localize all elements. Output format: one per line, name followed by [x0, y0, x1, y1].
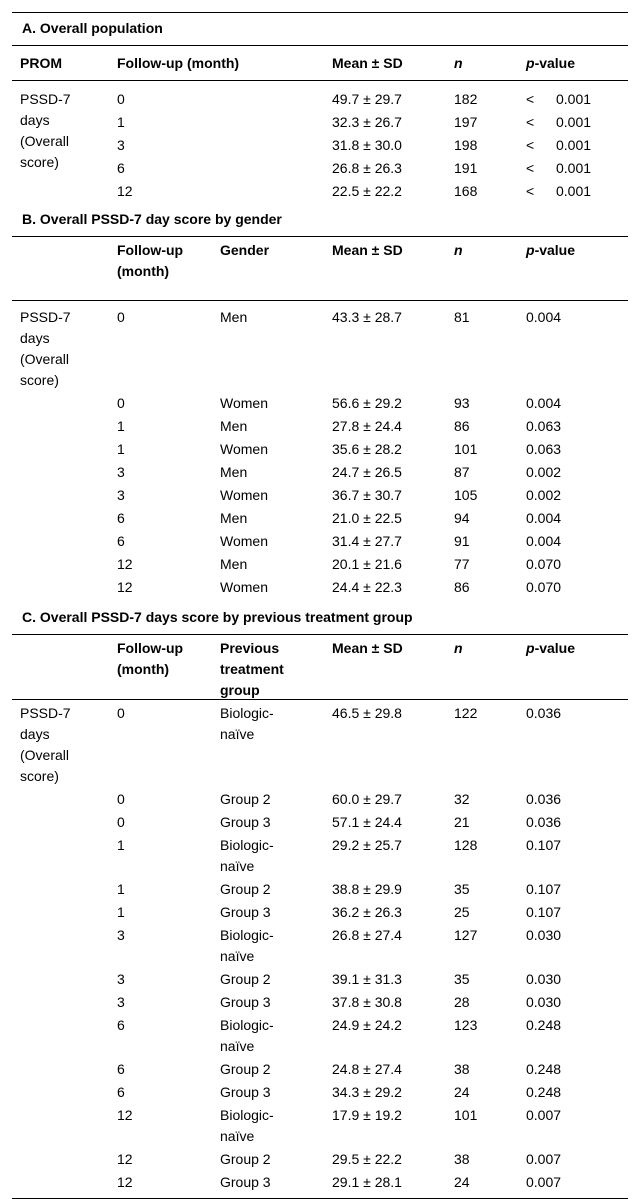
pvalue-cell: 0.002 [526, 487, 562, 503]
n-cell: 197 [454, 114, 478, 130]
treatment-group-cell: Group 3 [220, 1174, 271, 1190]
followup-cell: 0 [117, 814, 125, 830]
table-row [12, 1059, 628, 1082]
pvalue-cell [526, 112, 616, 133]
table-row [12, 992, 628, 1015]
pvalue-cell: 0.004 [526, 395, 562, 411]
header-mean: Mean ± SD [332, 242, 403, 258]
followup-cell: 3 [117, 994, 125, 1010]
mean-sd-cell: 31.8 ± 30.0 [332, 137, 402, 153]
table-row [12, 835, 628, 879]
n-cell: 35 [454, 971, 470, 987]
followup-cell: 0 [117, 705, 125, 721]
table-row [12, 439, 628, 462]
header-followup: Follow-up (month) [117, 242, 184, 279]
header-n: n [454, 242, 463, 258]
header-gender: Gender [220, 242, 270, 258]
mean-sd-cell: 17.9 ± 19.2 [332, 1107, 402, 1123]
mean-sd-cell: 29.2 ± 25.7 [332, 837, 402, 853]
n-cell: 93 [454, 395, 470, 411]
followup-cell: 3 [117, 137, 125, 153]
table-row [12, 393, 628, 416]
section-b-title: B. Overall PSSD-7 day score by gender [22, 211, 282, 227]
followup-cell: 3 [117, 487, 125, 503]
section-b-body [12, 301, 628, 602]
pvalue-cell: 0.107 [526, 837, 562, 853]
pvalue-cell: 0.063 [526, 441, 562, 457]
mean-sd-cell: 24.8 ± 27.4 [332, 1061, 402, 1077]
table-row [12, 307, 628, 393]
followup-cell: 3 [117, 464, 125, 480]
pvalue-cell: 0.030 [526, 927, 562, 943]
pvalue-cell: 0.007 [526, 1151, 562, 1167]
header-pvalue: p-value [526, 242, 576, 258]
n-cell: 24 [454, 1174, 470, 1190]
section-c-header [12, 634, 628, 700]
n-cell: 77 [454, 556, 470, 572]
table-row [12, 89, 628, 112]
followup-cell: 6 [117, 160, 125, 176]
followup-cell: 6 [117, 1017, 125, 1033]
pvalue-cell: 0.036 [526, 791, 562, 807]
section-c-body [12, 700, 628, 1198]
mean-sd-cell: 24.9 ± 24.2 [332, 1017, 402, 1033]
pvalue-cell: 0.248 [526, 1084, 562, 1100]
pvalue-number: 0.001 [556, 183, 592, 199]
followup-cell: 0 [117, 395, 125, 411]
n-cell: 38 [454, 1151, 470, 1167]
mean-sd-cell: 39.1 ± 31.3 [332, 971, 402, 987]
mean-sd-cell: 43.3 ± 28.7 [332, 309, 402, 325]
pvalue-cell [526, 89, 616, 110]
mean-sd-cell: 38.8 ± 29.9 [332, 881, 402, 897]
treatment-group-cell: Group 3 [220, 814, 271, 830]
n-cell: 127 [454, 927, 478, 943]
mean-sd-cell: 20.1 ± 21.6 [332, 556, 402, 572]
pvalue-cell: 0.248 [526, 1061, 562, 1077]
followup-cell: 12 [117, 1107, 133, 1123]
section-a-header [12, 45, 628, 81]
pvalue-cell: 0.107 [526, 881, 562, 897]
followup-cell: 0 [117, 309, 125, 325]
header-pvalue: p-value [526, 640, 576, 656]
mean-sd-cell: 26.8 ± 27.4 [332, 927, 402, 943]
treatment-group-cell: Biologic-naïve [220, 1107, 274, 1144]
pvalue-cell: 0.063 [526, 418, 562, 434]
followup-cell: 3 [117, 971, 125, 987]
gender-cell: Men [220, 418, 248, 434]
followup-cell: 1 [117, 114, 125, 130]
header-pvalue: p-value [526, 55, 576, 71]
followup-cell: 12 [117, 1151, 133, 1167]
treatment-group-cell: Group 2 [220, 1061, 271, 1077]
mean-sd-cell: 36.7 ± 30.7 [332, 487, 402, 503]
mean-sd-cell: 35.6 ± 28.2 [332, 441, 402, 457]
n-cell: 86 [454, 579, 470, 595]
mean-sd-cell: 37.8 ± 30.8 [332, 994, 402, 1010]
header-n: n [454, 640, 463, 656]
treatment-group-cell: Group 3 [220, 994, 271, 1010]
table-row [12, 554, 628, 577]
table-row [12, 462, 628, 485]
table-row [12, 879, 628, 902]
section-b-header [12, 236, 628, 301]
prom-label: PSSD-7 days (Overall score) [20, 309, 71, 388]
treatment-group-cell: Group 2 [220, 971, 271, 987]
table-row [12, 812, 628, 835]
gender-cell: Men [220, 510, 248, 526]
section-c-title: C. Overall PSSD-7 days score by previous treatment group [22, 609, 413, 625]
gender-cell: Women [220, 487, 268, 503]
mean-sd-cell: 26.8 ± 26.3 [332, 160, 402, 176]
n-cell: 35 [454, 881, 470, 897]
table-row [12, 902, 628, 925]
n-cell: 94 [454, 510, 470, 526]
header-n: n [454, 55, 463, 71]
followup-cell: 3 [117, 927, 125, 943]
pvalue-cell: 0.070 [526, 579, 562, 595]
n-cell: 21 [454, 814, 470, 830]
table-row [12, 1149, 628, 1172]
header-prom: PROM [20, 55, 62, 71]
pvalue-cell: 0.070 [526, 556, 562, 572]
n-cell: 25 [454, 904, 470, 920]
mean-sd-cell: 29.1 ± 28.1 [332, 1174, 402, 1190]
mean-sd-cell: 60.0 ± 29.7 [332, 791, 402, 807]
mean-sd-cell: 56.6 ± 29.2 [332, 395, 402, 411]
mean-sd-cell: 29.5 ± 22.2 [332, 1151, 402, 1167]
pvalue-cell: 0.007 [526, 1174, 562, 1190]
n-cell: 81 [454, 309, 470, 325]
mean-sd-cell: 21.0 ± 22.5 [332, 510, 402, 526]
table-row [12, 703, 628, 789]
pvalue-cell: 0.030 [526, 971, 562, 987]
table-row [12, 1172, 628, 1195]
pvalue-cell [526, 181, 616, 202]
table-row [12, 416, 628, 439]
treatment-group-cell: Biologic-naïve [220, 1017, 274, 1054]
n-cell: 87 [454, 464, 470, 480]
gender-cell: Women [220, 395, 268, 411]
pvalue-cell: 0.004 [526, 533, 562, 549]
pvalue-number: 0.001 [556, 160, 592, 176]
table-row [12, 1105, 628, 1149]
table-row [12, 1015, 628, 1059]
followup-cell: 1 [117, 881, 125, 897]
followup-cell: 6 [117, 510, 125, 526]
n-cell: 198 [454, 137, 478, 153]
table-row [12, 577, 628, 600]
mean-sd-cell: 31.4 ± 27.7 [332, 533, 402, 549]
table-row [12, 508, 628, 531]
table-row [12, 485, 628, 508]
mean-sd-cell: 49.7 ± 29.7 [332, 91, 402, 107]
gender-cell: Women [220, 579, 268, 595]
mean-sd-cell: 27.8 ± 24.4 [332, 418, 402, 434]
gender-cell: Men [220, 309, 248, 325]
gender-cell: Men [220, 464, 248, 480]
pvalue-cell: 0.107 [526, 904, 562, 920]
less-than-sign: < [526, 114, 535, 130]
n-cell: 32 [454, 791, 470, 807]
mean-sd-cell: 46.5 ± 29.8 [332, 705, 402, 721]
n-cell: 182 [454, 91, 478, 107]
followup-cell: 1 [117, 837, 125, 853]
section-a-body [12, 81, 628, 204]
table-row [12, 1082, 628, 1105]
prom-label: PSSD-7 days (Overall score) [20, 91, 71, 170]
header-mean: Mean ± SD [332, 55, 403, 71]
pvalue-number: 0.001 [556, 137, 592, 153]
n-cell: 24 [454, 1084, 470, 1100]
treatment-group-cell: Group 2 [220, 791, 271, 807]
n-cell: 38 [454, 1061, 470, 1077]
table-row [12, 181, 628, 204]
followup-cell: 12 [117, 579, 133, 595]
pvalue-cell: 0.004 [526, 510, 562, 526]
pvalue-cell: 0.007 [526, 1107, 562, 1123]
followup-cell: 6 [117, 1061, 125, 1077]
less-than-sign: < [526, 91, 535, 107]
mean-sd-cell: 57.1 ± 24.4 [332, 814, 402, 830]
mean-sd-cell: 36.2 ± 26.3 [332, 904, 402, 920]
treatment-group-cell: Group 2 [220, 1151, 271, 1167]
n-cell: 101 [454, 1107, 478, 1123]
treatment-group-cell: Biologic-naïve [220, 705, 274, 742]
followup-cell: 0 [117, 91, 125, 107]
n-cell: 168 [454, 183, 478, 199]
treatment-group-cell: Group 2 [220, 881, 271, 897]
n-cell: 123 [454, 1017, 478, 1033]
pvalue-cell: 0.030 [526, 994, 562, 1010]
table-row [12, 925, 628, 969]
pvalue-cell [526, 158, 616, 179]
followup-cell: 12 [117, 183, 133, 199]
less-than-sign: < [526, 160, 535, 176]
mean-sd-cell: 24.4 ± 22.3 [332, 579, 402, 595]
mean-sd-cell: 24.7 ± 26.5 [332, 464, 402, 480]
header-previous-treatment-group: Previous treatment group [220, 640, 284, 698]
pvalue-cell [526, 135, 616, 156]
results-table [12, 12, 628, 1199]
n-cell: 91 [454, 533, 470, 549]
table-row [12, 158, 628, 181]
pvalue-number: 0.001 [556, 91, 592, 107]
followup-cell: 12 [117, 556, 133, 572]
followup-cell: 6 [117, 1084, 125, 1100]
less-than-sign: < [526, 183, 535, 199]
mean-sd-cell: 34.3 ± 29.2 [332, 1084, 402, 1100]
gender-cell: Women [220, 533, 268, 549]
n-cell: 128 [454, 837, 478, 853]
followup-cell: 12 [117, 1174, 133, 1190]
mean-sd-cell: 32.3 ± 26.7 [332, 114, 402, 130]
table-row [12, 135, 628, 158]
gender-cell: Women [220, 441, 268, 457]
table-row [12, 112, 628, 135]
n-cell: 105 [454, 487, 478, 503]
treatment-group-cell: Biologic-naïve [220, 927, 274, 964]
table-row [12, 531, 628, 554]
pvalue-cell: 0.036 [526, 705, 562, 721]
pvalue-cell: 0.036 [526, 814, 562, 830]
n-cell: 122 [454, 705, 478, 721]
followup-cell: 1 [117, 441, 125, 457]
prom-label: PSSD-7 days (Overall score) [20, 705, 71, 784]
header-mean: Mean ± SD [332, 640, 403, 656]
less-than-sign: < [526, 137, 535, 153]
followup-cell: 0 [117, 791, 125, 807]
mean-sd-cell: 22.5 ± 22.2 [332, 183, 402, 199]
treatment-group-cell: Group 3 [220, 1084, 271, 1100]
header-followup: Follow-up (month) [117, 55, 240, 71]
followup-cell: 6 [117, 533, 125, 549]
pvalue-cell: 0.002 [526, 464, 562, 480]
pvalue-cell: 0.004 [526, 309, 562, 325]
section-a-title: A. Overall population [22, 20, 163, 36]
n-cell: 28 [454, 994, 470, 1010]
followup-cell: 1 [117, 904, 125, 920]
followup-cell: 1 [117, 418, 125, 434]
table-row [12, 969, 628, 992]
n-cell: 191 [454, 160, 478, 176]
treatment-group-cell: Group 3 [220, 904, 271, 920]
n-cell: 86 [454, 418, 470, 434]
gender-cell: Men [220, 556, 248, 572]
pvalue-cell: 0.248 [526, 1017, 562, 1033]
header-followup: Follow-up (month) [117, 640, 184, 677]
table-row [12, 789, 628, 812]
pvalue-number: 0.001 [556, 114, 592, 130]
n-cell: 101 [454, 441, 478, 457]
treatment-group-cell: Biologic-naïve [220, 837, 274, 874]
